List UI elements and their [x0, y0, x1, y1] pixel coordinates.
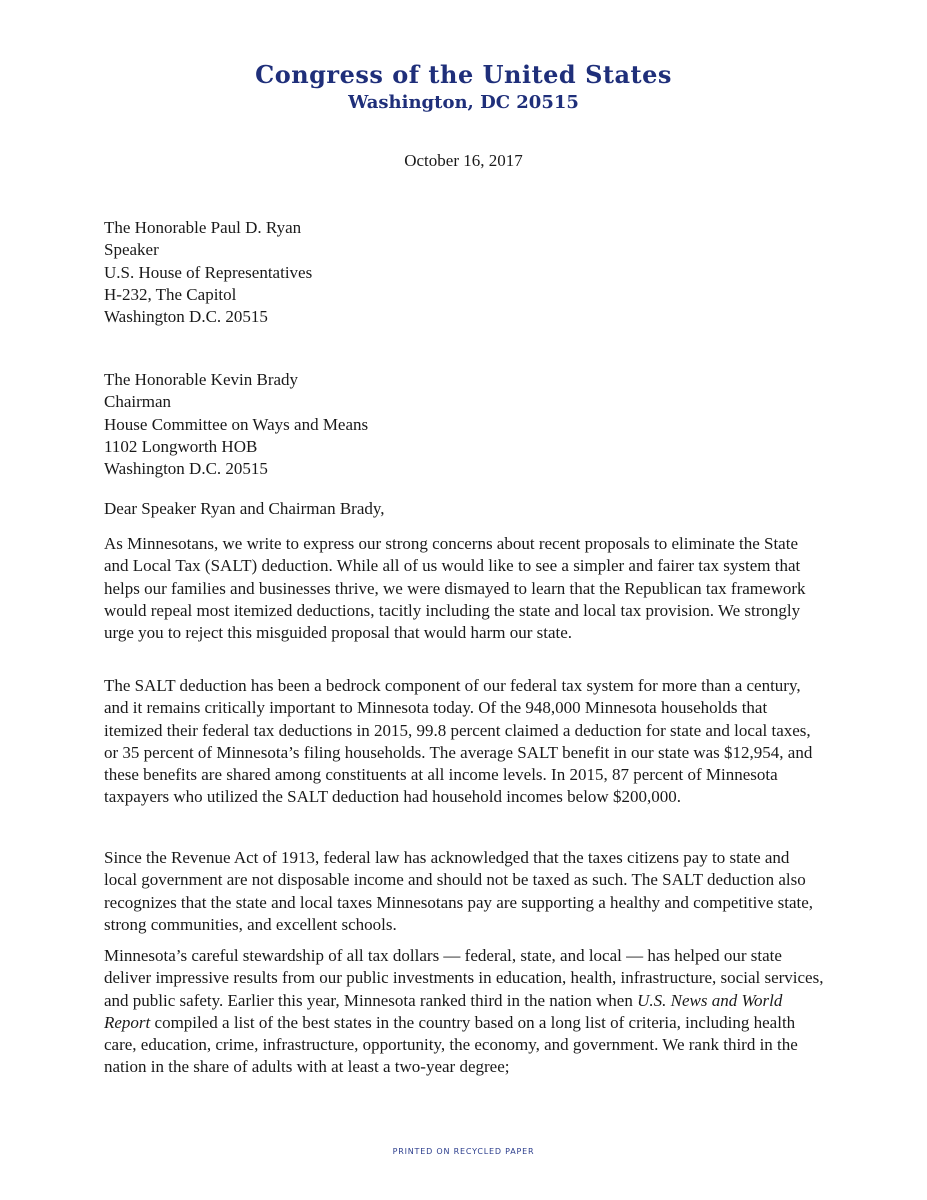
paragraph-salt-importance: The SALT deduction has been a bedrock component of our federal tax system for more than a century, and it remains critically important to Minnesota today. Of the 948,000 Minnesota households that itemized their federal tax deductions in 2015, 99.8 percent claimed a deduction for state and local taxes, or 35 percent of Minnesota’s filing households. The average SALT benefit in our state was $12,954, and these benefits are shared among constituents at all income levels. In 2015, 87 percent of Minnesota taxpayers who utilized the SALT deduction had household incomes below $200,000.	[104, 676, 813, 807]
address-line: 1102 Longworth HOB	[104, 436, 258, 456]
address-line: Washington D.C. 20515	[104, 307, 268, 327]
paragraph-revenue-act: Since the Revenue Act of 1913, federal law has acknowledged that the taxes citizens pay to state and local government are not disposable income and should not be taxed as such. The SALT deduction also recognizes that the state and local taxes Minnesotans pay are supporting a healthy and competitive state, strong communities, and excellent schools.	[104, 848, 814, 934]
paragraph-text: compiled a list of the best states in the country based on a long list of criteria, including health care, education, crime, infrastructure, opportunity, the economy, and government. We rank third in the nation in the share of adults with at least a two-year degree;	[104, 1012, 798, 1077]
letterhead	[0, 60, 927, 116]
paragraph-text: Minnesota’s careful stewardship of all tax dollars — federal, state, and local — has helped our state deliver impressive results from our public investments in education, health, infrastructure, social services, and public safety. Earlier this year, Minnesota ranked third in the nation when	[104, 946, 824, 1010]
address-line: U.S. House of Representatives	[104, 262, 313, 282]
address-line: Speaker	[104, 240, 159, 260]
address-line: The Honorable Kevin Brady	[104, 370, 299, 389]
recipient-address-brady	[104, 369, 824, 480]
address-line: The Honorable Paul D. Ryan	[104, 218, 302, 237]
salutation: Dear Speaker Ryan and Chairman Brady,	[104, 499, 385, 518]
letter-date: October 16, 2017	[404, 151, 523, 170]
paragraph-stewardship	[104, 945, 824, 1079]
address-line: H-232, The Capitol	[104, 284, 237, 304]
paragraph-salt-concerns: As Minnesotans, we write to express our strong concerns about recent proposals to eliminate the State and Local Tax (SALT) deduction. While all of us would like to see a simpler and fairer tax system that helps our families and businesses thrive, we were dismayed to learn that the Republican tax framework would repeal most itemized deductions, tacitly including the state and local tax provision. We strongly urge you to reject this misguided proposal that would harm our state.	[104, 534, 806, 643]
address-line: Chairman	[104, 392, 172, 412]
address-line: Washington D.C. 20515	[104, 459, 268, 479]
publication-title: U.S. News and World Report	[104, 990, 783, 1032]
address-line: House Committee on Ways and Means	[104, 414, 369, 434]
letterhead-subtitle: Washington, DC 20515	[348, 92, 579, 113]
recycled-paper-footer: PRINTED ON RECYCLED PAPER	[392, 1147, 535, 1156]
letterhead-title: Congress of the United States	[255, 60, 672, 89]
recipient-address-ryan	[104, 217, 824, 328]
